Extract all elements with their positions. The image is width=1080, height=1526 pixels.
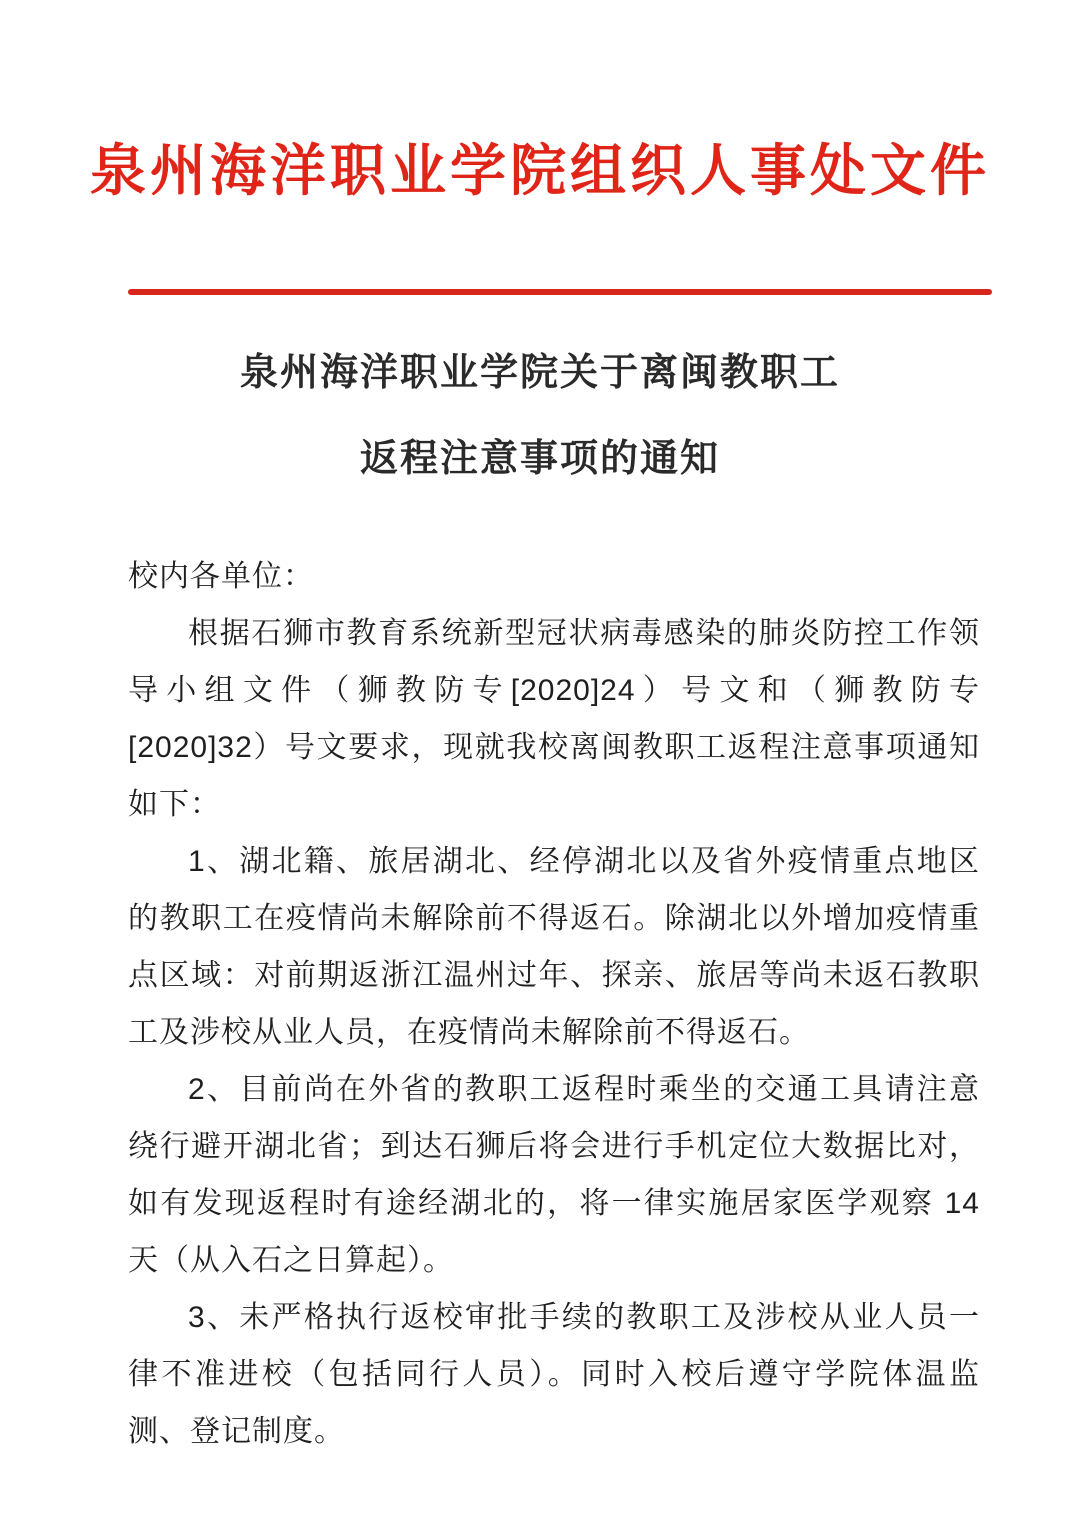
body-paragraph-2: 1、湖北籍、旅居湖北、经停湖北以及省外疫情重点地区的教职工在疫情尚未解除前不得返石。除湖北以外增加疫情重点区域：对前期返浙江温州过年、探亲、旅居等尚未返石教职工及涉校从业人员，在疫情尚未解除前不得返石。 [128,845,980,1049]
red-divider-line [128,289,992,295]
salutation: 校内各单位： [128,560,314,593]
body-paragraph-1: 根据石狮市教育系统新型冠状病毒感染的肺炎防控工作领导小组文件（狮教防专[2020]24）号文和（狮教防专[2020]32）号文要求，现就我校离闽教职工返程注意事项通知如下： [128,617,980,821]
document-title [0,330,1080,502]
document-title-line-2: 返程注意事项的通知 [359,438,720,480]
document-body [128,548,980,1460]
body-paragraph-3: 2、目前尚在外省的教职工返程时乘坐的交通工具请注意绕行避开湖北省；到达石狮后将会进行手机定位大数据比对，如有发现返程时有途经湖北的，将一律实施居家医学观察 14 天（从入石之日算起）。 [128,1073,980,1277]
body-paragraph-4: 3、未严格执行返校审批手续的教职工及涉校从业人员一律不准进校（包括同行人员）。同时入校后遵守学院体温监测、登记制度。 [128,1301,980,1448]
document-title-line-1: 泉州海洋职业学院关于离闽教职工 [239,352,840,394]
document-banner-title: 泉州海洋职业学院组织人事处文件 [90,139,990,202]
